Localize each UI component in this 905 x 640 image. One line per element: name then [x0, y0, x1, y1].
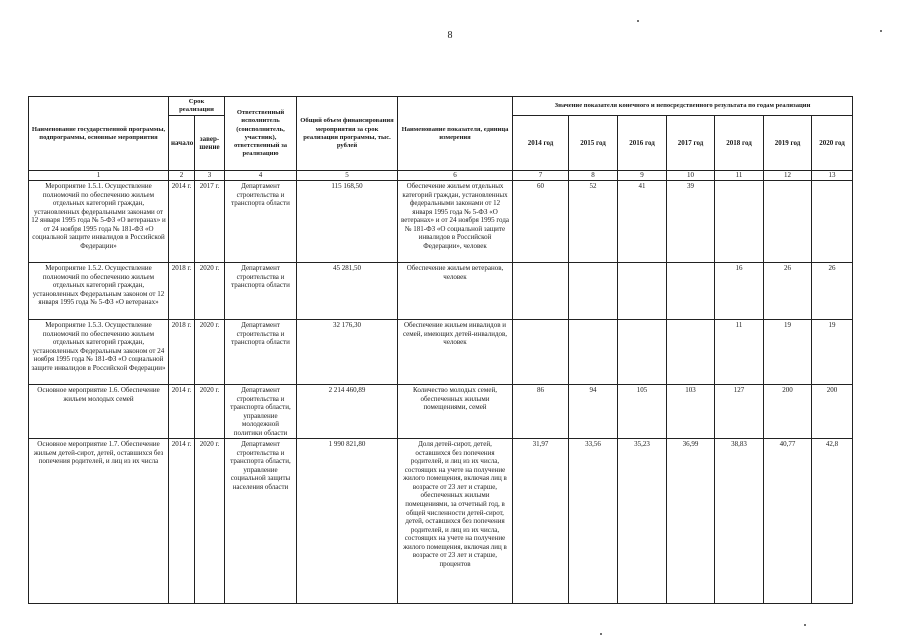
- row-start: 2014 г.: [169, 439, 195, 604]
- header-year: 2019 год: [764, 116, 812, 171]
- row-value: 19: [812, 320, 853, 385]
- row-end: 2020 г.: [195, 320, 225, 385]
- row-volume: 1 990 821,80: [297, 439, 398, 604]
- row-value: 40,77: [764, 439, 812, 604]
- column-number: 1: [29, 171, 169, 181]
- row-indicator: Количество молодых семей, обеспеченных жилыми помещениями, семей: [398, 385, 513, 439]
- header-start: начало: [169, 116, 195, 171]
- row-indicator: Обеспечение жильем отдельных категорий граждан, установленных федеральными законами от 12 января 1995 года № 5-ФЗ «О ветеранах» и от 24 ноября 1995 года № 181-ФЗ «О социальной защите инвалидов в Российской Федерации», человек: [398, 181, 513, 263]
- row-name: Основное мероприятие 1.7. Обеспечение жильем детей-сирот, детей, оставшихся без попечения родителей, и лиц из их числа: [29, 439, 169, 604]
- row-value: [764, 181, 812, 263]
- column-number-row: [29, 171, 853, 181]
- header-end: завер- шение: [195, 116, 225, 171]
- row-indicator: Доля детей-сирот, детей, оставшихся без попечения родителей, и лиц из их числа, состоящих на учете на получение жилого помещения, включая лиц в возрасте от 23 лет и старше, обеспеченных жилыми помещениями, за отчетный год, в общей численности детей-сирот, детей, оставшихся без попечения родителей, и лиц из их числа, состоящих на учете на получение жилого помещения, включая лиц в возрасте от 23 лет и старше, процентов: [398, 439, 513, 604]
- program-table: [28, 96, 853, 604]
- row-value: 60: [513, 181, 569, 263]
- row-value: 42,8: [812, 439, 853, 604]
- row-name: Мероприятие 1.5.2. Осуществление полномочий по обеспечению жильем отдельных категорий граждан, установленных Федеральным законом от 12 января 1995 года № 5-ФЗ «О ветеранах»: [29, 263, 169, 320]
- row-end: 2020 г.: [195, 263, 225, 320]
- row-volume: 2 214 460,89: [297, 385, 398, 439]
- row-volume: 32 176,30: [297, 320, 398, 385]
- column-number: 10: [667, 171, 715, 181]
- row-value: [513, 320, 569, 385]
- row-start: 2018 г.: [169, 263, 195, 320]
- row-indicator: Обеспечение жильем инвалидов и семей, имеющих детей-инвалидов, человек: [398, 320, 513, 385]
- row-start: 2018 г.: [169, 320, 195, 385]
- column-number: 4: [225, 171, 297, 181]
- table-row: [29, 181, 853, 263]
- header-volume: Общий объем финансирования мероприятия за срок реализации программы, тыс. рублей: [297, 97, 398, 171]
- column-number: 2: [169, 171, 195, 181]
- row-value: 127: [715, 385, 764, 439]
- row-value: [618, 263, 667, 320]
- row-value: 200: [812, 385, 853, 439]
- row-value: 19: [764, 320, 812, 385]
- row-end: 2017 г.: [195, 181, 225, 263]
- row-value: [812, 181, 853, 263]
- scan-speck: [600, 633, 602, 635]
- row-value: [569, 263, 618, 320]
- table-row: [29, 320, 853, 385]
- row-value: [513, 263, 569, 320]
- row-executor: Департамент строительства и транспорта области: [225, 181, 297, 263]
- row-value: 35,23: [618, 439, 667, 604]
- row-value: 41: [618, 181, 667, 263]
- row-value: 26: [812, 263, 853, 320]
- column-number: 6: [398, 171, 513, 181]
- scan-speck: [637, 20, 639, 22]
- row-value: 103: [667, 385, 715, 439]
- row-value: 39: [667, 181, 715, 263]
- column-number: 13: [812, 171, 853, 181]
- row-start: 2014 г.: [169, 181, 195, 263]
- row-executor: Департамент строительства и транспорта области, управление социальной защиты населения области: [225, 439, 297, 604]
- row-value: 200: [764, 385, 812, 439]
- column-number: 7: [513, 171, 569, 181]
- row-start: 2014 г.: [169, 385, 195, 439]
- header-year: 2020 год: [812, 116, 853, 171]
- header-program-name: Наименование государственной программы, подпрограммы, основные мероприятия: [29, 97, 169, 171]
- row-name: Мероприятие 1.5.1. Осуществление полномочий по обеспечению жильем отдельных категорий граждан, установленных федеральными законами от 12 января 1995 года № 5-ФЗ «О ветеранах» и от 24 ноября 1995 года № 181-ФЗ «О социальной защите инвалидов в Российской Федерации»: [29, 181, 169, 263]
- row-value: 26: [764, 263, 812, 320]
- row-value: [569, 320, 618, 385]
- row-volume: 115 168,50: [297, 181, 398, 263]
- header-period: Срок реализации: [169, 97, 225, 116]
- row-value: 33,56: [569, 439, 618, 604]
- row-value: 105: [618, 385, 667, 439]
- row-value: 94: [569, 385, 618, 439]
- header-executor: Ответственный исполнитель (соисполнитель, участник), ответственный за реализацию: [225, 97, 297, 171]
- column-number: 5: [297, 171, 398, 181]
- header-year: 2018 год: [715, 116, 764, 171]
- row-name: Основное мероприятие 1.6. Обеспечение жильем молодых семей: [29, 385, 169, 439]
- header-year: 2016 год: [618, 116, 667, 171]
- row-value: 52: [569, 181, 618, 263]
- table-row: [29, 263, 853, 320]
- row-value: [715, 181, 764, 263]
- column-number: 8: [569, 171, 618, 181]
- table-row: [29, 385, 853, 439]
- header-year: 2014 год: [513, 116, 569, 171]
- page-number: 8: [447, 30, 453, 41]
- scan-speck: [804, 624, 806, 626]
- row-volume: 45 281,50: [297, 263, 398, 320]
- row-name: Мероприятие 1.5.3. Осуществление полномочий по обеспечению жильем отдельных категорий граждан, установленных Федеральным законом от 24 ноября 1995 года № 181-ФЗ «О социальной защите инвалидов в Российской Федерации»: [29, 320, 169, 385]
- row-value: 31,97: [513, 439, 569, 604]
- column-number: 11: [715, 171, 764, 181]
- row-value: 11: [715, 320, 764, 385]
- table-row: [29, 439, 853, 604]
- row-executor: Департамент строительства и транспорта области, управление молодежной политики области: [225, 385, 297, 439]
- row-indicator: Обеспечение жильем ветеранов, человек: [398, 263, 513, 320]
- header-year: 2017 год: [667, 116, 715, 171]
- row-executor: Департамент строительства и транспорта области: [225, 263, 297, 320]
- row-value: [618, 320, 667, 385]
- row-value: 38,83: [715, 439, 764, 604]
- header-year: 2015 год: [569, 116, 618, 171]
- row-value: 36,99: [667, 439, 715, 604]
- row-end: 2020 г.: [195, 385, 225, 439]
- column-number: 12: [764, 171, 812, 181]
- header-values-title: Значение показателя конечного и непосредственного результата по годам реализации: [513, 97, 853, 116]
- column-number: 9: [618, 171, 667, 181]
- row-value: 86: [513, 385, 569, 439]
- row-value: [667, 320, 715, 385]
- row-end: 2020 г.: [195, 439, 225, 604]
- row-value: [667, 263, 715, 320]
- scan-speck: [880, 30, 882, 32]
- row-executor: Департамент строительства и транспорта области: [225, 320, 297, 385]
- column-number: 3: [195, 171, 225, 181]
- row-value: 16: [715, 263, 764, 320]
- header-indicator: Наименование показателя, единица измерения: [398, 97, 513, 171]
